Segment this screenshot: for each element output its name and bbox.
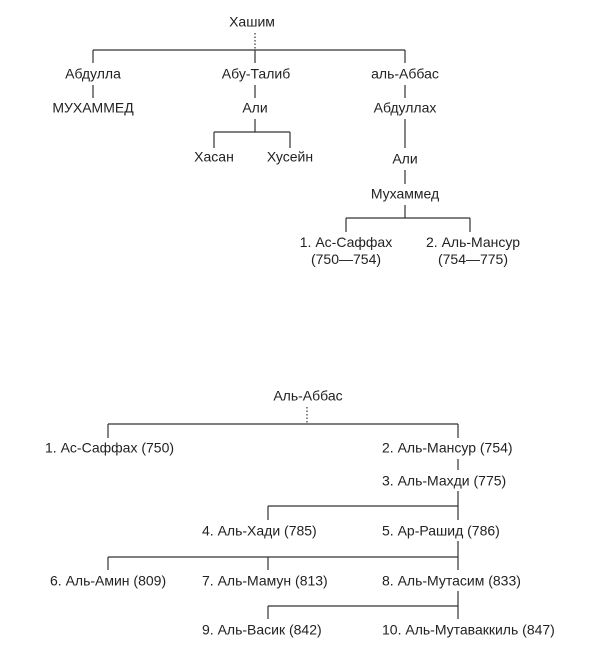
node-caliph-4: 4. Аль-Хади (785) bbox=[202, 522, 317, 539]
node-husein: Хусейн bbox=[266, 148, 314, 165]
node-caliph-2: 2. Аль-Мансур (754) bbox=[382, 439, 513, 456]
node-mansur-years: (754—775) bbox=[437, 251, 509, 267]
node-caliph-7: 7. Аль-Мамун (813) bbox=[202, 572, 328, 589]
node-abdullah: Абдуллах bbox=[373, 99, 437, 116]
node-caliph-9: 9. Аль-Васик (842) bbox=[202, 621, 322, 638]
node-mansur bbox=[426, 234, 520, 268]
node-caliph-5: 5. Ар-Рашид (786) bbox=[382, 522, 500, 539]
node-saffah-name: 1. Ас-Саффах bbox=[299, 234, 393, 250]
node-mansur-name: 2. Аль-Мансур bbox=[426, 234, 520, 250]
node-caliph-3: 3. Аль-Махди (775) bbox=[382, 472, 507, 489]
node-saffah bbox=[300, 234, 392, 268]
node-caliph-10: 10. Аль-Мутаваккиль (847) bbox=[382, 621, 555, 638]
node-al-abbas: аль-Аббас bbox=[371, 65, 439, 82]
node-caliph-1: 1. Ас-Саффах (750) bbox=[45, 439, 175, 456]
node-hasan: Хасан bbox=[194, 148, 234, 165]
node-saffah-years: (750—754) bbox=[310, 251, 382, 267]
node-muhammad-prophet: МУХАММЕД bbox=[52, 99, 134, 116]
node-ali-2: Али bbox=[392, 150, 418, 167]
node-caliph-6: 6. Аль-Амин (809) bbox=[50, 572, 167, 589]
node-caliph-8: 8. Аль-Мутасим (833) bbox=[382, 572, 521, 589]
node-hashim: Хашим bbox=[229, 13, 275, 30]
node-abdulla: Абдулла bbox=[65, 65, 121, 82]
node-muhammed: Мухаммед bbox=[370, 185, 440, 202]
node-ali: Али bbox=[242, 99, 268, 116]
node-abu-talib: Абу-Талиб bbox=[221, 65, 291, 82]
node-al-abbas-root: Аль-Аббас bbox=[273, 387, 343, 404]
